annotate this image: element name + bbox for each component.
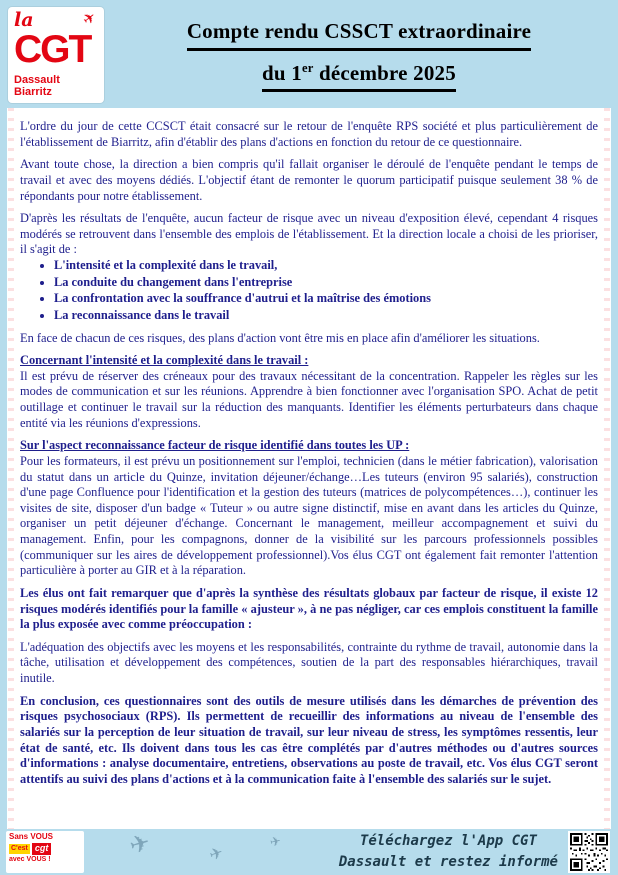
cgt-logo	[8, 7, 104, 103]
badge-row	[9, 843, 81, 855]
qr-code	[568, 831, 610, 873]
paragraph-conclusion: En conclusion, ces questionnaires sont des outils de mesure utilisés dans les démarches de prévention des risques psychosociaux (RPS). Ils permettent de recueillir des informations au niveau de l'ensemble des salariés sur la perception de leur situation de travail, sur leur niveau de stress, les symptômes ressentis, leur état de santé, etc. Ils doivent dans tous les cas être complétés par d'autres méthodes ou d'autres sources d'informations : analyse documentaire, entretiens, observations au poste de travail, etc. Vos élus CGT seront attentifs au suivi des plans d'actions et à la communication faite à l'ensemble des salariés sur le sujet.	[20, 693, 598, 786]
plane-icon: ✈	[80, 8, 101, 30]
logo-la-text: la	[14, 9, 34, 31]
plane-icon: ✈	[207, 844, 226, 865]
paragraph-elus: Les élus ont fait remarquer que d'après la synthèse des résultats globaux par facteur de risque, il existe 12 risques modérés identifiés pour la famille « ajusteur », à ne pas négliger, car ces emplois constituent la famille la plus exposée avec comme préoccupation :	[20, 585, 598, 632]
app-promo-line-1: Téléchargez l'App CGT	[359, 833, 537, 849]
logo-cgt-text: CGT	[14, 28, 91, 72]
footer	[0, 829, 618, 875]
title-date-suffix: décembre 2025	[313, 60, 456, 85]
paragraph-intro: L'ordre du jour de cette CCSCT était consacré sur le retour de l'enquête RPS société et plus particulièrement de l'établissement de Biarritz, afin d'établir des plans d'actions en fonction du retour de ce questionnaire.	[20, 119, 598, 149]
paragraph-resultats: D'après les résultats de l'enquête, aucun facteur de risque avec un niveau d'exposition élevé, cependant 4 risques modérés se retrouvent dans l'ensemble des emplois de l'établissement. Et la direction locale a choisi de les prioriser, il s'agit de :	[20, 211, 598, 257]
title-row-2	[118, 60, 600, 92]
document-title	[118, 18, 606, 92]
document-body	[7, 108, 611, 829]
paragraph-reconnaissance: Pour les formateurs, il est prévu un positionnement sur l'emploi, technicien (dans le métier fabrication), valorisation du statut dans un article du Quinze, invitation déjeuner/échange…Les tuteurs (environ 95 salariés), construction d'une page Confluence pour l'identification et la gestion des tuteurs (matrices de polycompétences…), continuer les visites de site, disposer d'un badge « Tuteur » ou autre signe distinctif, mise en avant dans les articles du Quinze, organiser un petit déjeuner d'échange. Concernant le management, meilleur accompagnement et suivi du management. Enfin, pour les compagnons, donner de la visibilité sur les parcours professionnels possibles (communiquer sur les aires de développement professionnel).Vos élus CGT ont également fait remonter l'attention particulière à porter au GIR et à la réparation.	[20, 453, 598, 578]
title-date-prefix: du 1	[262, 60, 302, 85]
qr-code-pattern	[570, 833, 608, 871]
plane-icon: ✈	[268, 833, 283, 850]
app-promo-text	[339, 831, 558, 873]
header	[0, 0, 618, 108]
plane-icon: ✈	[126, 829, 154, 861]
title-date-ordinal: er	[301, 60, 314, 75]
cgt-footer-badge	[6, 831, 84, 873]
title-row-1	[118, 18, 600, 50]
risk-list	[54, 258, 598, 324]
watermark-right	[604, 108, 610, 829]
list-item: • La confrontation avec la souffrance d'autrui et la maîtrise des émotions	[54, 291, 598, 307]
heading-reconnaissance: Sur l'aspect reconnaissance facteur de risque identifié dans toutes les UP :	[20, 438, 410, 453]
paragraph-enface: En face de chacun de ces risques, des plans d'action vont être mis en place afin d'améliorer les situations.	[20, 330, 540, 345]
badge-yellow-text: C'est	[11, 844, 28, 852]
watermark-left	[8, 108, 14, 829]
list-item: • La reconnaissance dans le travail	[54, 308, 598, 324]
planes-decoration	[120, 829, 340, 875]
badge-bottom-text: avec VOUS !	[9, 855, 51, 863]
list-item: • L'intensité et la complexité dans le travail,	[54, 258, 598, 274]
app-promo-line-2: Dassault et restez informé	[338, 854, 558, 870]
heading-intensite: Concernant l'intensité et la complexité dans le travail :	[20, 353, 309, 368]
paragraph-intensite: Il est prévu de réserver des créneaux pour des travaux nécessitant de la concentration. Rappeler les règles sur les modes de communication et sur les réunions. Apprendre à bien fonctionner avec l'organisation SPO. Achat de petit outillage et continuer le travail sur la réduction des manquants. Identifier les éléments perturbateurs dans chaque entité via les réunions d'expressions.	[20, 368, 598, 430]
badge-top-text: Sans VOUS	[9, 832, 54, 841]
title-line-1: Compte rendu CSSCT extraordinaire	[187, 18, 531, 50]
paragraph-avant: Avant toute chose, la direction a bien compris qu'il fallait organiser le déroulé de l'enquête pendant le temps de travail et avec des moyens dédiés. L'objectif étant de remonter le quorum participatif puisque seulement 38 % de répondants pour notre établissement.	[20, 157, 598, 203]
paragraph-adequation: L'adéquation des objectifs avec les moyens et les responsabilités, contrainte du rythme de travail, autonomie dans la tâche, utilisation et développement des compétences, soutien de la part des responsables hiérarchiques, travail inutile.	[20, 639, 598, 685]
badge-cgt-logo: cgt	[32, 843, 52, 855]
title-line-2	[262, 60, 456, 92]
list-item: • La conduite du changement dans l'entreprise	[54, 275, 598, 291]
logo-site-text: Dassault Biarritz	[14, 74, 60, 99]
